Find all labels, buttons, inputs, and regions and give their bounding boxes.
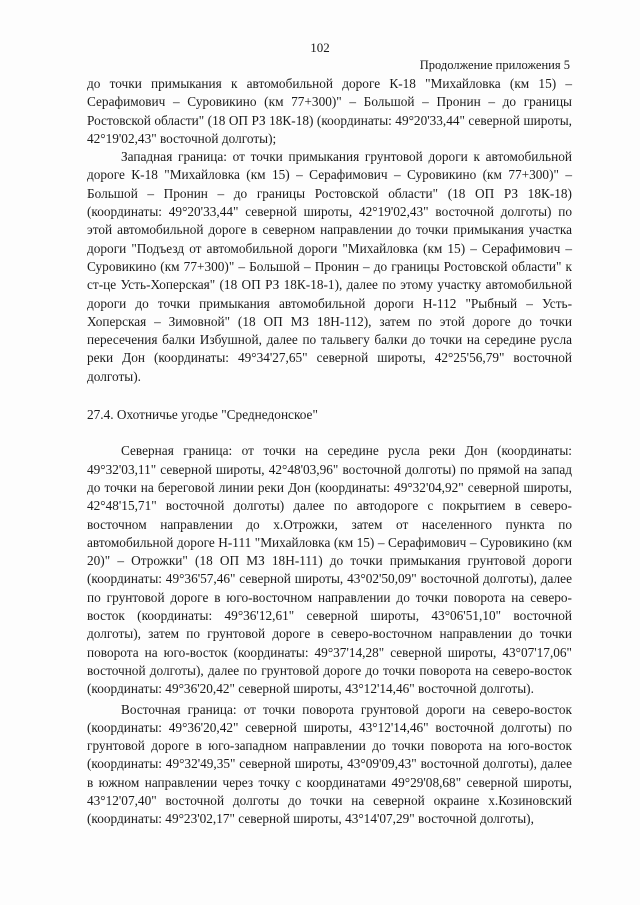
document-body — [87, 75, 572, 829]
section-heading: 27.4. Охотничье угодье "Среднедонское" — [87, 407, 318, 423]
appendix-continuation-label: Продолжение приложения 5 — [419, 58, 570, 72]
paragraph-eastern-border: Восточная граница: от точки поворота грунтовой дороги на северо-восток (координаты: 49°36'20,42" северной широты, 43°12'14,46" восточной долготы) по грунтовой дороге в юго-западном направлении до точки поворота на юго-восток (координаты: 49°32'49,35" северной широты, 43°09'09,43" восточной долготы), далее в южном направлении через точку с координатами 49°29'08,68" северной широты, 43°12'07,40" восточной долготы до точки на северной окраине х.Козиновский (координаты: 49°23'02,17" северной широты, 43°14'07,29" восточной долготы), — [87, 701, 572, 827]
paragraph-western-border: Западная граница: от точки примыкания грунтовой дороги к автомобильной дороге К-18 "Михайловка (км 15) – Серафимович – Суровикино (км 77+300)" – Большой – Пронин – до границы Ростовской области" (18 ОП РЗ 18К-18) (координаты: 49°20'33,44" северной широты, 42°19'02,43" восточной долготы) по этой автомобильной дороге в северном направлении до точки примыкания участка дороги "Подъезд от автомобильной дороги "Михайловка (км 15) – Серафимович – Суровикино (км 77+300)" – Большой – Пронин – до границы Ростовской области" к ст-це Усть-Хоперская" (18 ОП РЗ 18К-18-1), далее по этому участку автомобильной дороги до точки примыкания автомобильной дороги Н-112 "Рыбный – Усть-Хоперская – Зимовной" (18 ОП МЗ 18Н-112), затем по этой дороге до точки пересечения балки Избушной, далее по тальвегу балки до точки на середине русла реки Дон (координаты: 49°34'27,65" северной широты, 42°25'56,79" восточной долготы). — [87, 149, 572, 384]
paragraph-northern-border: Северная граница: от точки на середине русла реки Дон (координаты: 49°32'03,11" северной широты, 42°48'03,96" восточной долготы) по прямой на запад до точки на береговой линии реки Дон (координаты: 49°32'04,92" северной широты, 42°48'15,71" восточной долготы) далее по автодороге с покрытием в северо-восточном направлении до х.Отрожки, затем от населенного пункта по автомобильной дороге Н-111 "Михайловка (км 15) – Серафимович – Суровикино (км 20)" – Отрожки" (18 ОП МЗ 18Н-111) до точки примыкания грунтовой дороги (координаты: 49°36'57,46" северной широты, 43°02'50,09" восточной долготы), далее по грунтовой дороге в юго-восточном направлении до точки поворота на северо-восток (координаты: 49°36'12,61" северной широты, 43°06'51,10" восточной долготы), затем по грунтовой дороге в северо-восточном направлении до точки поворота на юго-восток (координаты: 49°37'14,28" северной широты, 43°07'17,06" восточной долготы), далее по грунтовой дороге до точки поворота на северо-восток (координаты: 49°36'20,42" северной широты, 43°12'14,46" восточной долготы). — [87, 443, 572, 697]
page-number: 102 — [310, 40, 330, 55]
paragraph-continued: до точки примыкания к автомобильной дороге К-18 "Михайловка (км 15) – Серафимович – Суровикино (км 77+300)" – Большой – Пронин – до границы Ростовской области" (18 ОП РЗ 18К-18) (координаты: 49°20'33,44" северной широты, 42°19'02,43" восточной долготы); — [87, 76, 572, 146]
